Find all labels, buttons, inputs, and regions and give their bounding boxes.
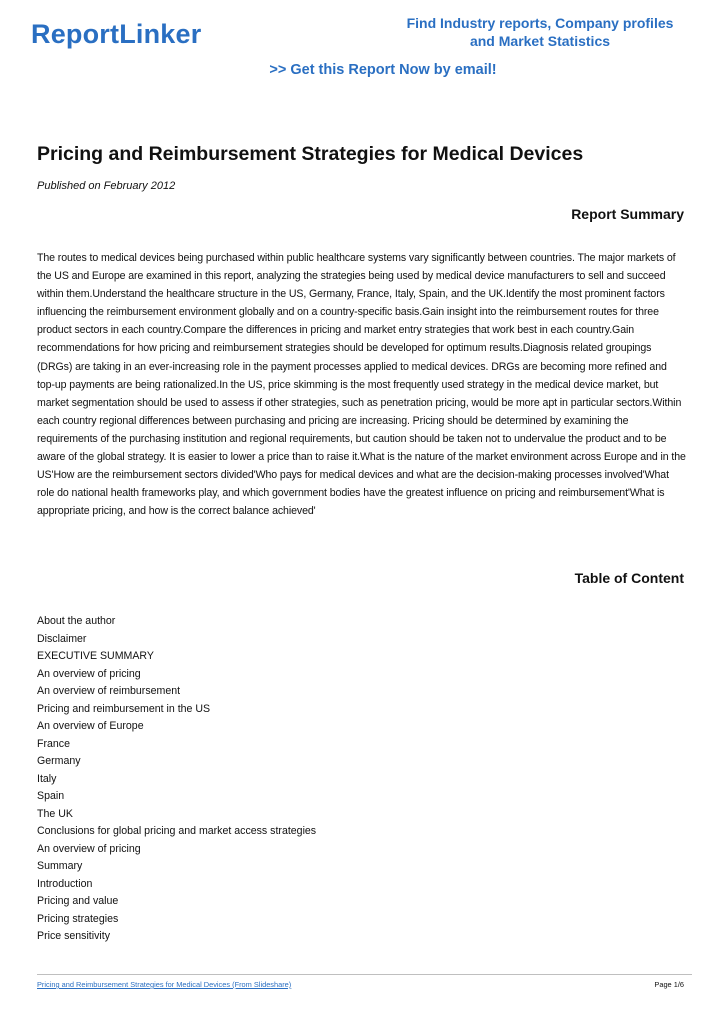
published-date: Published on February 2012	[37, 180, 176, 192]
logo[interactable]: ReportLinker	[31, 19, 202, 49]
toc-item: Disclaimer	[37, 632, 87, 645]
toc-item: Pricing strategies	[37, 912, 119, 925]
get-report-link[interactable]: >> Get this Report Now by email!	[269, 62, 497, 78]
toc-item: An overview of pricing	[37, 842, 141, 855]
table-of-content-heading: Table of Content	[574, 570, 684, 586]
toc-item: France	[37, 737, 70, 750]
report-title: Pricing and Reimbursement Strategies for Medical Devices	[37, 143, 584, 165]
toc-item: Spain	[37, 790, 65, 802]
tagline	[388, 14, 692, 50]
toc-item: Pricing and value	[37, 895, 119, 907]
toc-item: Pricing and reimbursement in the US	[37, 702, 211, 715]
table-of-content-list	[37, 613, 316, 946]
toc-item: An overview of pricing	[37, 667, 141, 680]
toc-item: An overview of Europe	[37, 720, 144, 732]
toc-item: Summary	[37, 860, 83, 872]
toc-item: The UK	[37, 807, 73, 820]
tagline-line-2: and Market Statistics	[469, 33, 611, 49]
tagline-line-1: Find Industry reports, Company profiles	[406, 15, 674, 31]
footer-divider	[37, 974, 692, 975]
toc-item: EXECUTIVE SUMMARY	[37, 650, 154, 662]
toc-item: An overview of reimbursement	[37, 685, 181, 697]
toc-item: About the author	[37, 615, 116, 627]
toc-item: Price sensitivity	[37, 930, 110, 942]
toc-item: Introduction	[37, 877, 93, 890]
toc-item: Conclusions for global pricing and market access strategies	[37, 825, 317, 837]
report-summary-text: The routes to medical devices being purchased within public healthcare systems vary significantly between countries. The major markets of the US and Europe are examined in this report, analyzing the strategies being used by medical device manufacturers to sell and succeed within them.Understand the healthcare structure in the US, Germany, France, Italy, Spain, and the UK.Identify the most prominent factors influencing the reimbursement environment globally and on a country-specific basis.Gain insight into the reimbursement routes for three product sectors in each country.Compare the differences in pricing and market entry strategies that work best in each country.Gain recommendations for how pricing and reimbursement strategies should be developed for optimum results.Diagnosis related groupings (DRGs) are taking in an ever-increasing role in the payment processes applied to medical devices. DRGs are becoming more refined and top-up payments are being rationalized.In the US, price skimming is the most frequently used strategy in the medical device market, but market segmentation should be used to assess if other strategies, such as penetration pricing, would be more apt in particular sectors.Within each country regional differences between purchasing and pricing are increasing. Pricing should be determined by examining the requirements of the purchasing institution and regional requirements, but caution should be taken not to undervalue the product and to be aware of the global strategy. It is easier to lower a price than to raise it.What is the nature of the market environment across Europe and in the US'How are the reimbursement sectors divided'Who pays for medical devices and what are the decision-making processes involved'What role do national health frameworks play, and which government bodies have the greatest influence on pricing and reimbursement'What is appropriate pricing, and how is the correct balance achieved'	[37, 252, 686, 518]
toc-item: Italy	[37, 772, 57, 785]
toc-item: Germany	[37, 755, 81, 767]
footer-source-link[interactable]: Pricing and Reimbursement Strategies for Medical Devices (From Slideshare)	[37, 980, 292, 989]
page-number: Page 1/6	[654, 980, 684, 989]
report-summary-heading: Report Summary	[571, 206, 684, 222]
